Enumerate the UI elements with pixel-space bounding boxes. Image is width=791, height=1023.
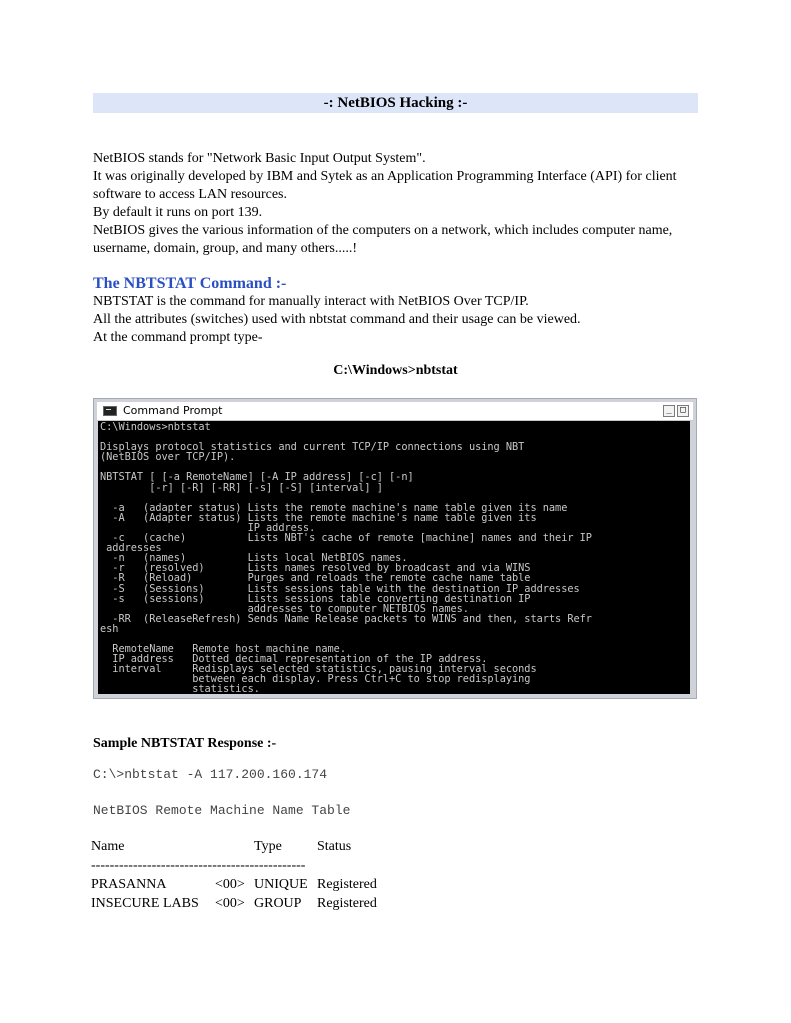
sample-command: C:\>nbtstat -A 117.200.160.174 [93,767,328,782]
row-type: UNIQUE [254,877,308,892]
maximize-button[interactable]: □ [677,405,689,417]
intro-line: By default it runs on port 139. [93,205,263,220]
row-code: <00> [215,877,245,892]
minimize-button[interactable]: _ [663,405,675,417]
row-name: PRASANNA [91,877,167,892]
sample-heading: Sample NBTSTAT Response :- [93,736,277,751]
command-prompt-window [93,398,697,699]
intro-line: NetBIOS stands for "Network Basic Input Output System". [93,151,426,166]
intro-paragraph [93,150,703,258]
header-status: Status [317,839,352,854]
intro-line: NetBIOS gives the various information of the computers on a network, which includes computer name, username, domain, group, and many others.....! [93,223,673,256]
row-type: GROUP [254,896,302,911]
window-title: Command Prompt [123,404,223,417]
window-titlebar[interactable] [97,402,693,421]
name-table-title: NetBIOS Remote Machine Name Table [93,803,351,818]
header-name: Name [91,839,125,854]
header-type: Type [254,839,282,854]
section-description [93,293,703,347]
terminal-icon [103,406,117,416]
intro-line: It was originally developed by IBM and Sytek as an Application Programming Interface (API) for client software to access LAN resources. [93,169,677,202]
row-status: Registered [317,896,377,911]
description-line: NBTSTAT is the command for manually interact with NetBIOS Over TCP/IP. [93,294,529,309]
row-code: <00> [215,896,245,911]
console-screen[interactable] [98,421,690,694]
row-status: Registered [317,877,377,892]
console-output: C:\Windows>nbtstat Displays protocol statistics and current TCP/IP connections using NBT (NetBIOS over TCP/IP). NBTSTAT [ [-a RemoteName] [-A IP address] [-c] [-n] [-r] [-R] [-RR] [-s] [-S] [interval] ] -a (adapter status) Lists the remote machine's name table given its name -A (Adapter status) Lists the remote machine's name table given its IP address. -c (cache) Lists NBT's cache of remote [machine] names and their IP addresses -n (names) Lists local NetBIOS names. -r (resolved) Lists names resolved by broadcast and via WINS -R (Reload) Purges and reloads the remote cache name table -S (Sessions) Lists sessions table with the destination IP addresses -s (sessions) Lists sessions table converting destination IP addresses to computer NETBIOS names. -RR (ReleaseRefresh) Sends Name Release packets to WINS and then, starts Refr esh RemoteName Remote host machine name. IP address Dotted decimal representation of the IP address. interval Redisplays selected statistics, pausing interval seconds between each display. Press Ctrl+C to stop redisplaying statistics. [100,421,592,694]
section-heading: The NBTSTAT Command :- [93,275,287,292]
page-title: -: NetBIOS Hacking :- [93,93,698,113]
description-line: All the attributes (switches) used with nbtstat command and their usage can be viewed. [93,312,581,327]
command-caption: C:\Windows>nbtstat [333,363,458,378]
row-name: INSECURE LABS [91,896,199,911]
description-line: At the command prompt type- [93,330,263,345]
separator-line: ---------------------------------------------- [91,858,306,873]
